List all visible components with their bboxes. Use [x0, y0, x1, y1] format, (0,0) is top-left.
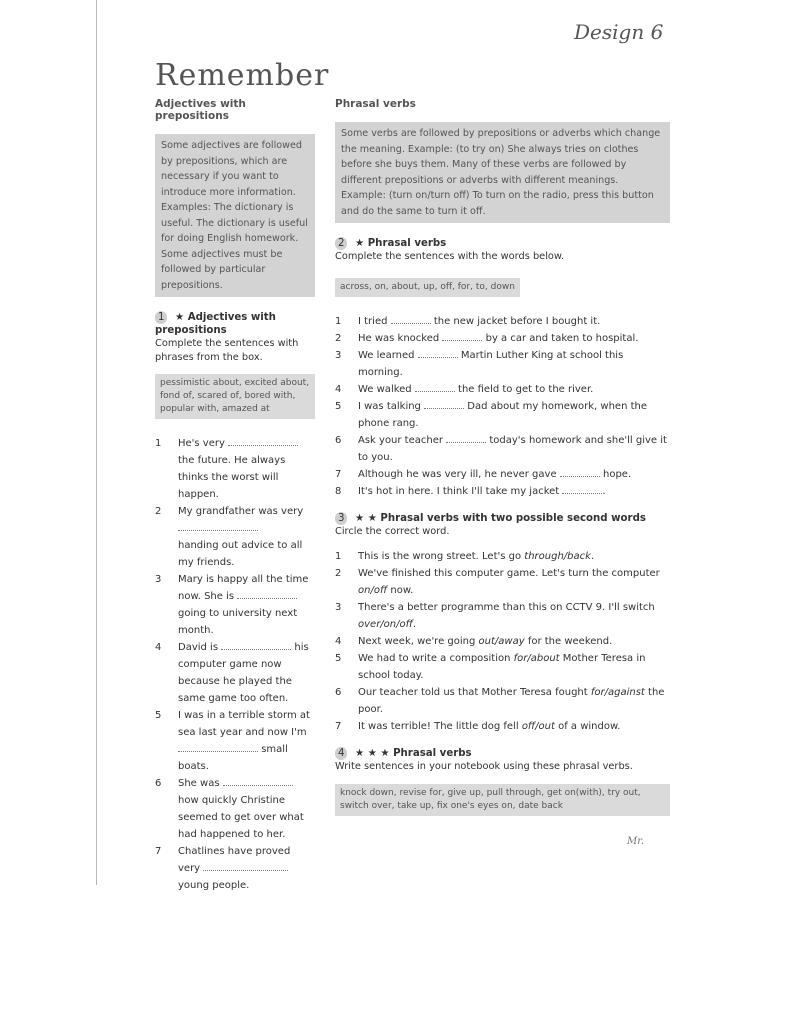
list-item: 7 Chatlines have proved very young people. — [155, 846, 291, 891]
adjectives-note: Some adjectives are followed by prepositions, which are necessary if you want to introduce more information. Examples: The dictionary is useful. The dictionary is useful for doing English homework. Some adjectives must be followed by particular prepositions. — [155, 134, 315, 297]
exercise-1-list — [155, 435, 315, 894]
list-item: 2 We've finished this computer game. Let's turn the computer on/off now. — [335, 568, 660, 596]
list-item: 1 I tried the new jacket before I bought it. — [335, 313, 670, 330]
phrasal-verbs-note: Some verbs are followed by prepositions or adverbs which change the meaning. Example: (to try on) She always tries on clothes before she buys them. Many of these verbs are followed by different prepositions or adverbs with different meanings. Example: (turn on/turn off) To turn on the radio, press this button and do the same to turn it off. — [335, 122, 670, 223]
exercise-2-number: 2 — [335, 237, 347, 250]
list-item: 4 We walked the field to get to the river. — [335, 381, 670, 398]
page-binding-line — [96, 0, 97, 885]
list-item: 5 I was in a terrible storm at sea last year and now I'm small boats. — [155, 710, 310, 772]
blank-field[interactable] — [203, 860, 288, 871]
choice-words[interactable]: on/off — [358, 585, 388, 596]
exercise-3-stars: ★ ★ — [355, 512, 377, 524]
exercise-4-title: Phrasal verbs — [393, 748, 472, 759]
blank-field[interactable] — [237, 588, 297, 599]
list-item: 7 It was terrible! The little dog fell off/out of a window. — [335, 721, 621, 732]
exercise-1-word-box: pessimistic about, excited about, fond of, scared of, bored with, popular with, amazed at — [155, 374, 315, 419]
right-subheading: Phrasal verbs — [335, 98, 416, 110]
page-title: Remember — [155, 58, 330, 93]
blank-field[interactable] — [442, 330, 482, 341]
list-item: 1 This is the wrong street. Let's go through/back. — [335, 551, 595, 562]
blank-field[interactable] — [446, 432, 486, 443]
blank-field[interactable] — [560, 466, 600, 477]
list-item: 2 My grandfather was very handing out advice to all my friends. — [155, 506, 304, 568]
exercise-1-title: Adjectives with prepositions — [155, 312, 276, 336]
exercise-3-number: 3 — [335, 512, 347, 525]
list-item: 8 It's hot in here. I think I'll take my jacket . — [335, 483, 670, 500]
exercise-1-stars: ★ — [175, 312, 185, 323]
blank-field[interactable] — [418, 347, 458, 358]
exercise-2-list — [335, 313, 670, 500]
blank-field[interactable] — [415, 381, 455, 392]
list-item: 6 Ask your teacher today's homework and she'll give it to you. — [335, 432, 670, 466]
exercise-2-instruction: Complete the sentences with the words below. — [335, 251, 565, 262]
exercise-4-word-box: knock down, revise for, give up, pull through, get on(with), try out, switch over, take up, fix one's eyes on, date back — [335, 784, 670, 816]
exercise-3-instruction: Circle the correct word. — [335, 525, 450, 537]
list-item: 7 Although he was very ill, he never gave hope. — [335, 466, 670, 483]
list-item: 3 Mary is happy all the time now. She is going to university next month. — [155, 574, 309, 636]
list-item: 3 There's a better programme than this on CCTV 9. I'll switch over/on/off. — [335, 602, 655, 630]
choice-words[interactable]: through/back — [524, 551, 591, 562]
list-item: 6 Our teacher told us that Mother Teresa fought for/against the poor. — [335, 687, 665, 715]
exercise-4-instruction: Write sentences in your notebook using these phrasal verbs. — [335, 761, 633, 772]
blank-field[interactable] — [391, 313, 431, 324]
choice-words[interactable]: for/against — [590, 687, 645, 698]
choice-words[interactable]: out/away — [478, 636, 525, 647]
right-column — [335, 98, 670, 832]
list-item: 6 She was how quickly Christine seemed to get over what had happened to her. — [155, 775, 315, 843]
list-item: 5 I was talking Dad about my homework, when the phone rang. — [335, 398, 670, 432]
exercise-3-heading — [335, 512, 670, 525]
exercise-3-title: Phrasal verbs with two possible second words — [380, 512, 646, 524]
list-item: 4 Next week, we're going out/away for the weekend. — [335, 636, 613, 647]
list-item: 2 He was knocked by a car and taken to hospital. — [335, 330, 670, 347]
left-column — [155, 98, 315, 894]
exercise-4-stars: ★ ★ ★ — [355, 748, 390, 759]
blank-field[interactable] — [223, 775, 293, 786]
list-item: 3 We learned Martin Luther King at school this morning. — [335, 347, 670, 381]
exercise-1-number: 1 — [155, 311, 167, 324]
list-item: 1 He's very the future. He always thinks the worst will happen. — [155, 435, 315, 503]
blank-field[interactable] — [178, 741, 258, 752]
choice-words[interactable]: off/out — [521, 721, 555, 732]
exercise-1-instruction: Complete the sentences with phrases from the box. — [155, 338, 299, 363]
left-subheading: Adjectives with prepositions — [155, 98, 246, 122]
exercise-4-number: 4 — [335, 747, 347, 760]
exercise-4-heading — [335, 747, 670, 760]
blank-field[interactable] — [221, 639, 291, 650]
exercise-2-stars: ★ — [355, 238, 365, 249]
exercise-2-word-box: across, on, about, up, off, for, to, down — [335, 278, 520, 297]
blank-field[interactable] — [228, 435, 298, 446]
blank-field[interactable] — [178, 520, 258, 531]
list-item: 5 We had to write a composition for/about Mother Teresa in school today. — [335, 653, 646, 681]
list-item: 4 David is his computer game now because he played the same game too often. — [155, 639, 315, 707]
footer-initials: Mr. — [627, 836, 645, 847]
exercise-1-heading — [155, 311, 315, 337]
exercise-2-heading — [335, 237, 670, 250]
choice-words[interactable]: over/on/off — [358, 619, 413, 630]
exercise-2-title: Phrasal verbs — [367, 238, 447, 249]
blank-field[interactable] — [562, 483, 602, 494]
handwritten-note: Design 6 — [574, 20, 664, 44]
choice-words[interactable]: for/about — [513, 653, 560, 664]
blank-field[interactable] — [424, 398, 464, 409]
exercise-3-list — [335, 548, 670, 735]
